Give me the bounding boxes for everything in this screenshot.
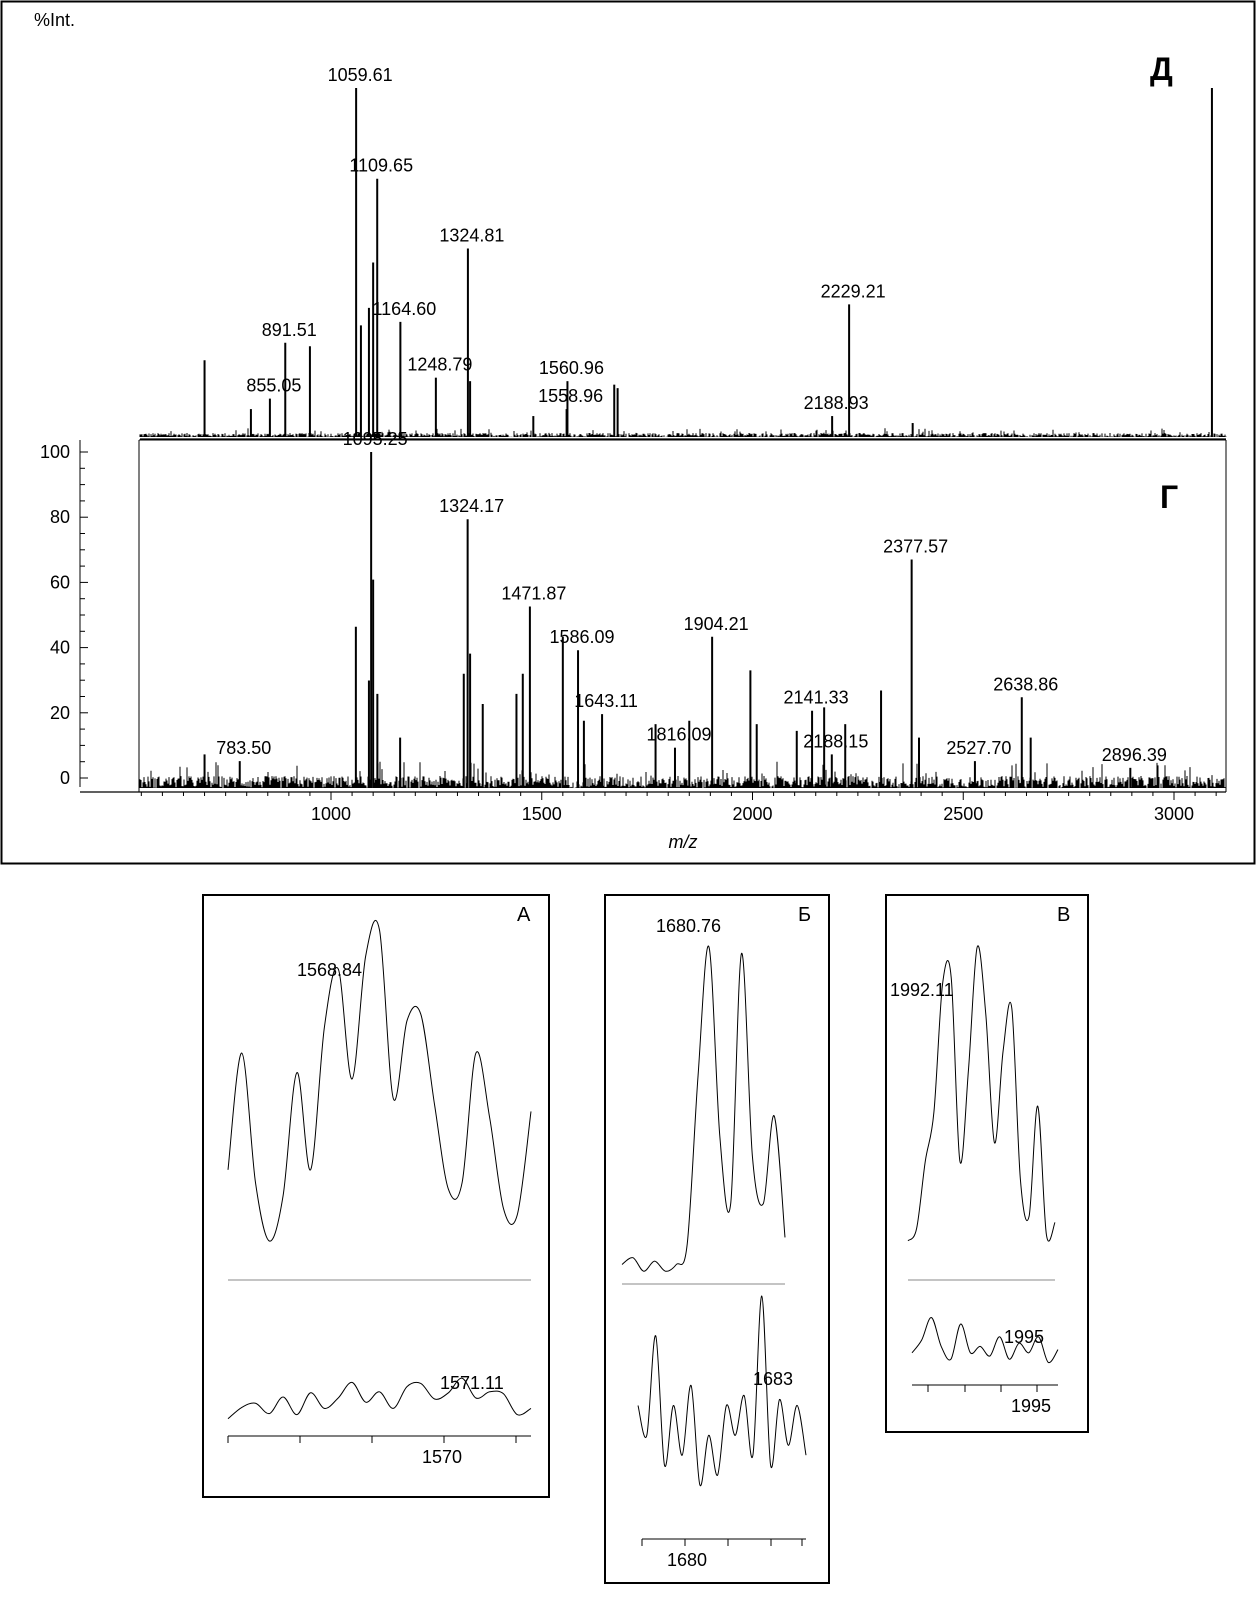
spectrum-d-peaks — [205, 88, 1212, 437]
spectrum-d — [140, 51, 1226, 439]
x-tick-label: 3000 — [1153, 804, 1195, 824]
spectrum-g-noise — [140, 762, 1226, 788]
inset-b-tick-label: 1680 — [666, 1550, 708, 1570]
inset-a-top-peak-label: 1568.84 — [297, 960, 363, 980]
spectrum-g-peak-label: 1816.09 — [646, 724, 712, 745]
spectrum-g-peak-label: 1324.17 — [439, 496, 505, 517]
spectrum-d-labels — [246, 65, 885, 413]
main-frame — [2, 2, 1255, 864]
inset-a — [203, 895, 549, 1497]
inset-a-top-trace — [228, 920, 531, 1241]
spectrum-g-labels — [216, 429, 1167, 765]
spectrum-g-peak-label: 1095.25 — [342, 429, 408, 449]
y-tick-label: 20 — [49, 702, 70, 723]
x-tick-label: 2000 — [732, 804, 773, 824]
spectrum-g-peak-label: 783.50 — [216, 738, 272, 759]
y-tick-label: 60 — [49, 572, 70, 593]
spectrum-d-peak-label: 891.51 — [261, 319, 317, 340]
panel-label-d: Д — [1150, 51, 1173, 87]
spectrum-d-peak-label: 1560.96 — [538, 358, 604, 379]
spectrum-d-peak-label: 1059.61 — [327, 65, 393, 85]
spectrum-g-peak-label: 2141.33 — [783, 687, 849, 708]
y-tick-label: 80 — [49, 507, 70, 528]
spectrum-d-peak-label: 1248.79 — [407, 354, 473, 375]
spectrum-g-peak-label: 2188.15 — [803, 731, 869, 752]
inset-b-label: Б — [798, 904, 812, 926]
inset-a-tick-label: 1570 — [421, 1447, 463, 1467]
inset-b-top-peak-label: 1680.76 — [656, 916, 722, 936]
inset-v-bottom-peak-label: 1995 — [1004, 1327, 1045, 1347]
spectrum-g-peak-label: 1904.21 — [683, 613, 749, 634]
inset-a-ticks — [228, 1436, 516, 1443]
spectrum-g-peak-label: 1586.09 — [549, 627, 615, 648]
y-axis-ticks — [40, 442, 88, 788]
inset-v-ticks — [928, 1385, 1037, 1392]
spectrum-g — [40, 429, 1226, 852]
spectrum-d-noise — [140, 428, 1226, 437]
inset-v — [886, 895, 1088, 1432]
spectrum-d-peak-label: 855.05 — [246, 375, 302, 396]
inset-b-bottom-peak-label: 1683 — [753, 1369, 794, 1389]
y-tick-label: 100 — [39, 442, 70, 462]
spectrum-g-peak-label: 2377.57 — [883, 536, 949, 557]
spectrum-d-peak-label: 1109.65 — [349, 155, 414, 176]
inset-v-frame — [886, 895, 1088, 1432]
inset-b — [605, 895, 829, 1583]
x-tick-label: 2500 — [943, 804, 984, 824]
inset-b-bottom-trace — [638, 1296, 806, 1486]
panel-label-g: Г — [1160, 479, 1179, 515]
spectrum-d-peak-label: 1164.60 — [372, 298, 437, 319]
y-tick-label: 0 — [59, 768, 70, 788]
inset-a-label: А — [517, 904, 531, 926]
y-tick-label: 40 — [49, 637, 70, 658]
x-tick-label: 1500 — [521, 804, 562, 824]
spectrum-d-peak-label: 1558.96 — [538, 386, 604, 407]
inset-b-top-trace — [622, 946, 785, 1271]
x-tick-label: 1000 — [310, 804, 352, 824]
spectrum-g-peak-label: 1471.87 — [501, 583, 567, 604]
spectrum-g-peak-label: 2638.86 — [993, 674, 1059, 695]
spectrum-d-peak-label: 2229.21 — [820, 281, 886, 302]
spectrum-d-peak-label: 2188.93 — [803, 393, 869, 414]
inset-a-bottom-peak-label: 1571.11 — [440, 1373, 504, 1393]
inset-v-top-peak-label: 1992.11 — [890, 980, 954, 1000]
y-axis-label: %Int. — [34, 10, 76, 30]
inset-a-frame — [203, 895, 549, 1497]
inset-b-frame — [605, 895, 829, 1583]
inset-v-tick-label: 1995 — [1010, 1396, 1052, 1416]
x-axis-label: m/z — [668, 832, 698, 852]
spectrum-d-peak-label: 1324.81 — [439, 225, 505, 246]
spectrum-g-peak-label: 1643.11 — [574, 691, 638, 712]
inset-v-label: В — [1057, 904, 1071, 926]
spectrum-g-peak-label: 2527.70 — [946, 738, 1012, 759]
inset-b-ticks — [642, 1539, 802, 1546]
x-axis-ticks — [141, 792, 1216, 824]
spectrum-g-peak-label: 2896.39 — [1101, 744, 1167, 765]
